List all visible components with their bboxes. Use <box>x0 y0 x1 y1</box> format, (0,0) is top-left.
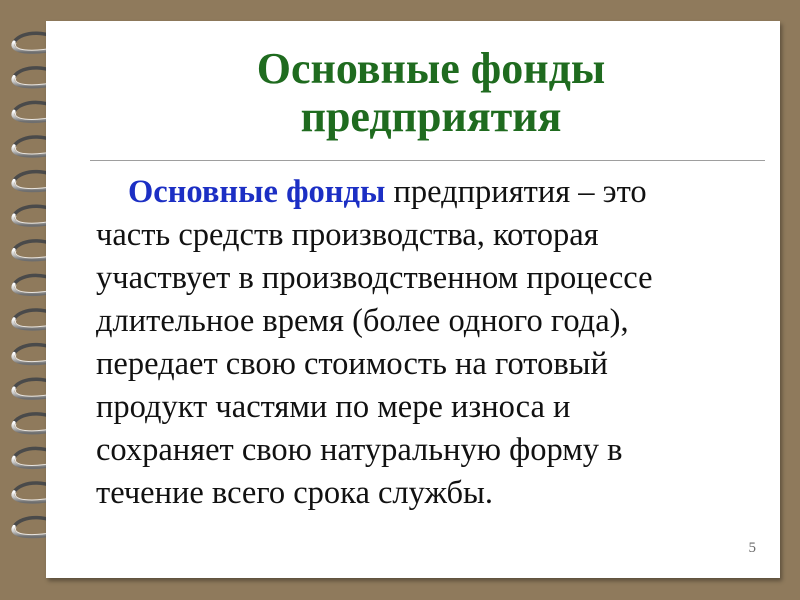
body-line-8: течение всего срока службы. <box>96 475 493 511</box>
slide-number: 5 <box>748 540 756 556</box>
body-line-3: участвует в производственном процессе <box>96 260 653 296</box>
body-line-7: сохраняет свою натуральную форму в <box>96 432 623 468</box>
body-line-5: передает свою стоимость на готовый <box>96 346 608 382</box>
definition-paragraph <box>96 171 736 515</box>
title-divider <box>90 160 765 161</box>
slide-title-line-1: Основные фонды <box>256 44 606 93</box>
body-line-1 <box>96 171 736 214</box>
body-line-4: длительное время (более одного года), <box>96 303 629 339</box>
body-line-1-rest: предприятия – это <box>385 174 647 210</box>
slide-title-line-2: предприятия <box>300 92 562 141</box>
body-line-2: часть средств производства, которая <box>96 217 599 253</box>
slide-page <box>46 21 780 578</box>
highlighted-term: Основные фонды <box>128 174 386 210</box>
body-line-6: продукт частями по мере износа и <box>96 389 571 425</box>
